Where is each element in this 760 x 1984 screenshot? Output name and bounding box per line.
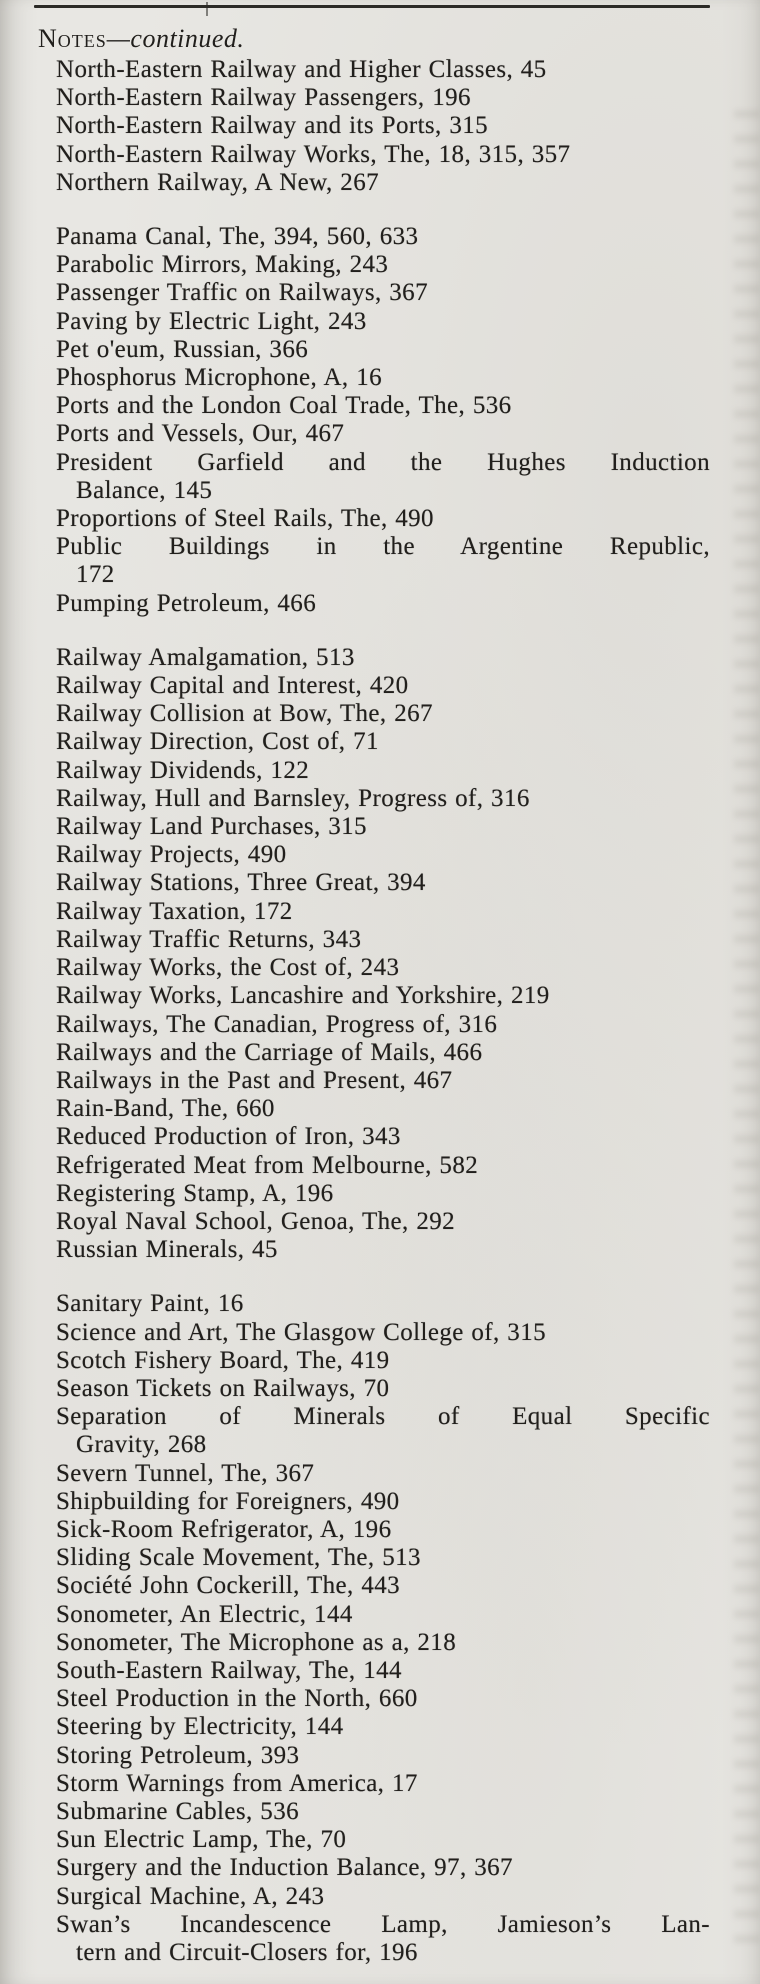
index-entry-line: Passenger Traffic on Railways, 367 bbox=[56, 279, 428, 307]
index-entry-line: Surgical Machine, A, 243 bbox=[56, 1882, 325, 1910]
index-entry bbox=[56, 672, 710, 700]
index-entry-line: Railway Works, the Cost of, 243 bbox=[56, 954, 400, 982]
index-entry-line: Railway Stations, Three Great, 394 bbox=[56, 869, 426, 897]
index-entry-line: Submarine Cables, 536 bbox=[56, 1797, 300, 1825]
index-entry bbox=[56, 926, 710, 954]
index-entry bbox=[56, 84, 710, 112]
index-entry-line: Railways and the Carriage of Mails, 466 bbox=[56, 1038, 483, 1066]
index-entry bbox=[56, 1039, 710, 1067]
index-entry bbox=[56, 1826, 710, 1854]
index-entry-line: Railway Dividends, 122 bbox=[56, 756, 310, 784]
index-entry bbox=[56, 644, 710, 672]
rule-tick-mark bbox=[206, 2, 208, 16]
heading-continued: —continued. bbox=[106, 24, 245, 53]
index-entry bbox=[56, 1180, 710, 1208]
index-entry bbox=[56, 954, 710, 982]
index-entry-line: Storing Petroleum, 393 bbox=[56, 1741, 300, 1769]
index-entry bbox=[56, 1290, 710, 1318]
index-entry bbox=[56, 1347, 710, 1375]
index-entry-line: Pet o'eum, Russian, 366 bbox=[56, 335, 309, 363]
bleed-through-marks bbox=[734, 110, 760, 1954]
index-entry bbox=[56, 590, 710, 618]
index-entry-line: Railway Taxation, 172 bbox=[56, 897, 293, 925]
index-entry-line: Railways in the Past and Present, 467 bbox=[56, 1066, 453, 1094]
index-entry bbox=[56, 982, 710, 1010]
index-entry bbox=[56, 1152, 710, 1180]
index-entry-line: Steering by Electricity, 144 bbox=[56, 1713, 344, 1741]
index-entry bbox=[56, 841, 710, 869]
index-entry-line: Russian Minerals, 45 bbox=[56, 1236, 278, 1264]
index-section bbox=[38, 56, 710, 197]
index-entry bbox=[56, 757, 710, 785]
index-entry-line: Gravity, 268 bbox=[76, 1431, 207, 1459]
index-entry-line: Sun Electric Lamp, The, 70 bbox=[56, 1826, 347, 1854]
index-entry bbox=[56, 533, 710, 589]
index-entry-line: Railway Collision at Bow, The, 267 bbox=[56, 700, 433, 728]
index-entry-line: Phosphorus Microphone, A, 16 bbox=[56, 364, 383, 392]
index-entry bbox=[56, 364, 710, 392]
index-entry-line: Refrigerated Meat from Melbourne, 582 bbox=[56, 1151, 479, 1179]
index-entry bbox=[56, 112, 710, 140]
index-entry-line: Railway Traffic Returns, 343 bbox=[56, 925, 362, 953]
index-entry bbox=[56, 449, 710, 505]
index-entry bbox=[56, 785, 710, 813]
index-entry bbox=[56, 505, 710, 533]
index-entry-line: Royal Naval School, Genoa, The, 292 bbox=[56, 1207, 456, 1235]
index-entry-line: Sonometer, An Electric, 144 bbox=[56, 1600, 353, 1628]
index-entry-line: Swan’s Incandescence Lamp, Jamieson’s Lan- bbox=[56, 1910, 710, 1938]
index-entry-line: Scotch Fishery Board, The, 419 bbox=[56, 1346, 390, 1374]
index-sections bbox=[38, 56, 710, 1967]
index-entry bbox=[56, 308, 710, 336]
index-entry-line: Railway Direction, Cost of, 71 bbox=[56, 728, 379, 756]
index-entry-line: Ports and Vessels, Our, 467 bbox=[56, 420, 345, 448]
index-entry bbox=[56, 1854, 710, 1882]
index-entry-line: Season Tickets on Railways, 70 bbox=[56, 1374, 390, 1402]
index-entry-line: 172 bbox=[76, 561, 115, 589]
index-entry bbox=[56, 1742, 710, 1770]
index-entry bbox=[56, 1770, 710, 1798]
index-entry-line: Sonometer, The Microphone as a, 218 bbox=[56, 1628, 457, 1656]
index-entry bbox=[56, 1629, 710, 1657]
index-entry-line: Science and Art, The Glasgow College of, 315 bbox=[56, 1318, 547, 1346]
index-entry bbox=[56, 1911, 710, 1967]
index-entry-line: Railway Capital and Interest, 420 bbox=[56, 672, 409, 700]
index-entry-line: Railway, Hull and Barnsley, Progress of, 316 bbox=[56, 784, 530, 812]
index-entry bbox=[56, 392, 710, 420]
index-section bbox=[38, 223, 710, 618]
index-entry-line: Pumping Petroleum, 466 bbox=[56, 589, 317, 617]
index-entry bbox=[56, 1319, 710, 1347]
index-entry bbox=[56, 56, 710, 84]
index-entry bbox=[56, 251, 710, 279]
index-entry-line: Rain-Band, The, 660 bbox=[56, 1095, 275, 1123]
index-entry bbox=[56, 279, 710, 307]
index-entry bbox=[56, 1403, 710, 1459]
index-entry-line: Railway Works, Lancashire and Yorkshire, 219 bbox=[56, 982, 550, 1010]
index-entry-line: Railway Land Purchases, 315 bbox=[56, 813, 367, 841]
index-entry-line: Sick-Room Refrigerator, A, 196 bbox=[56, 1515, 392, 1543]
index-entry-line: Storm Warnings from America, 17 bbox=[56, 1769, 418, 1797]
index-entry bbox=[56, 336, 710, 364]
index-entry bbox=[56, 898, 710, 926]
index-entry bbox=[56, 813, 710, 841]
index-entry-line: Sliding Scale Movement, The, 513 bbox=[56, 1544, 421, 1572]
index-entry-line: Public Buildings in the Argentine Republic, bbox=[56, 533, 710, 561]
index-entry-line: Railways, The Canadian, Progress of, 316 bbox=[56, 1010, 498, 1038]
index-entry bbox=[56, 223, 710, 251]
index-entry-line: Railway Amalgamation, 513 bbox=[56, 643, 355, 671]
index-entry bbox=[56, 1208, 710, 1236]
index-entry bbox=[56, 1713, 710, 1741]
index-entry-line: North-Eastern Railway and Higher Classes, 45 bbox=[56, 56, 547, 83]
index-entry-line: Parabolic Mirrors, Making, 243 bbox=[56, 251, 389, 279]
index-entry-line: Northern Railway, A New, 267 bbox=[56, 168, 380, 196]
index-entry bbox=[56, 1798, 710, 1826]
index-entry bbox=[56, 141, 710, 169]
index-entry-line: North-Eastern Railway Works, The, 18, 315, 357 bbox=[56, 140, 571, 168]
index-entry-line: Severn Tunnel, The, 367 bbox=[56, 1459, 315, 1487]
index-entry bbox=[56, 1657, 710, 1685]
index-entry bbox=[56, 1011, 710, 1039]
index-entry bbox=[56, 1123, 710, 1151]
index-entry-line: President Garfield and the Hughes Induction bbox=[56, 448, 710, 476]
index-entry bbox=[56, 1516, 710, 1544]
index-entry bbox=[56, 420, 710, 448]
index-entry bbox=[56, 1460, 710, 1488]
index-entry bbox=[56, 1067, 710, 1095]
index-entry-line: Shipbuilding for Foreigners, 490 bbox=[56, 1487, 400, 1515]
index-entry bbox=[56, 728, 710, 756]
index-entry bbox=[56, 700, 710, 728]
index-entry-line: Panama Canal, The, 394, 560, 633 bbox=[56, 223, 419, 251]
index-entry bbox=[56, 1601, 710, 1629]
top-rule bbox=[34, 5, 710, 8]
index-section bbox=[38, 1290, 710, 1967]
index-entry-line: Registering Stamp, A, 196 bbox=[56, 1179, 334, 1207]
index-entry-line: Paving by Electric Light, 243 bbox=[56, 307, 367, 335]
index-entry bbox=[56, 169, 710, 197]
index-entry bbox=[56, 1236, 710, 1264]
index-entry-line: South-Eastern Railway, The, 144 bbox=[56, 1656, 402, 1684]
index-heading bbox=[38, 24, 710, 54]
index-entry-line: Separation of Minerals of Equal Specific bbox=[56, 1403, 710, 1431]
index-column bbox=[38, 24, 710, 1967]
index-entry-line: North-Eastern Railway and its Ports, 315 bbox=[56, 112, 489, 140]
index-entry-line: Société John Cockerill, The, 443 bbox=[56, 1572, 401, 1600]
index-entry bbox=[56, 1572, 710, 1600]
index-entry bbox=[56, 1095, 710, 1123]
index-entry bbox=[56, 1375, 710, 1403]
index-entry bbox=[56, 1883, 710, 1911]
index-entry-line: Railway Projects, 490 bbox=[56, 841, 287, 869]
index-entry-line: Ports and the London Coal Trade, The, 536 bbox=[56, 392, 512, 420]
index-entry-line: Proportions of Steel Rails, The, 490 bbox=[56, 505, 434, 533]
index-entry-line: tern and Circuit-Closers for, 196 bbox=[76, 1939, 418, 1966]
index-entry-line: North-Eastern Railway Passengers, 196 bbox=[56, 84, 471, 112]
index-entry bbox=[56, 1685, 710, 1713]
index-entry-line: Balance, 145 bbox=[76, 476, 213, 504]
index-entry bbox=[56, 869, 710, 897]
index-entry bbox=[56, 1544, 710, 1572]
index-entry-line: Reduced Production of Iron, 343 bbox=[56, 1123, 401, 1151]
index-entry-line: Steel Production in the North, 660 bbox=[56, 1685, 418, 1713]
index-section bbox=[38, 644, 710, 1264]
index-entry bbox=[56, 1488, 710, 1516]
index-entry-line: Surgery and the Induction Balance, 97, 367 bbox=[56, 1854, 513, 1882]
index-entry-line: Sanitary Paint, 16 bbox=[56, 1290, 244, 1318]
heading-word: Notes bbox=[38, 24, 107, 53]
